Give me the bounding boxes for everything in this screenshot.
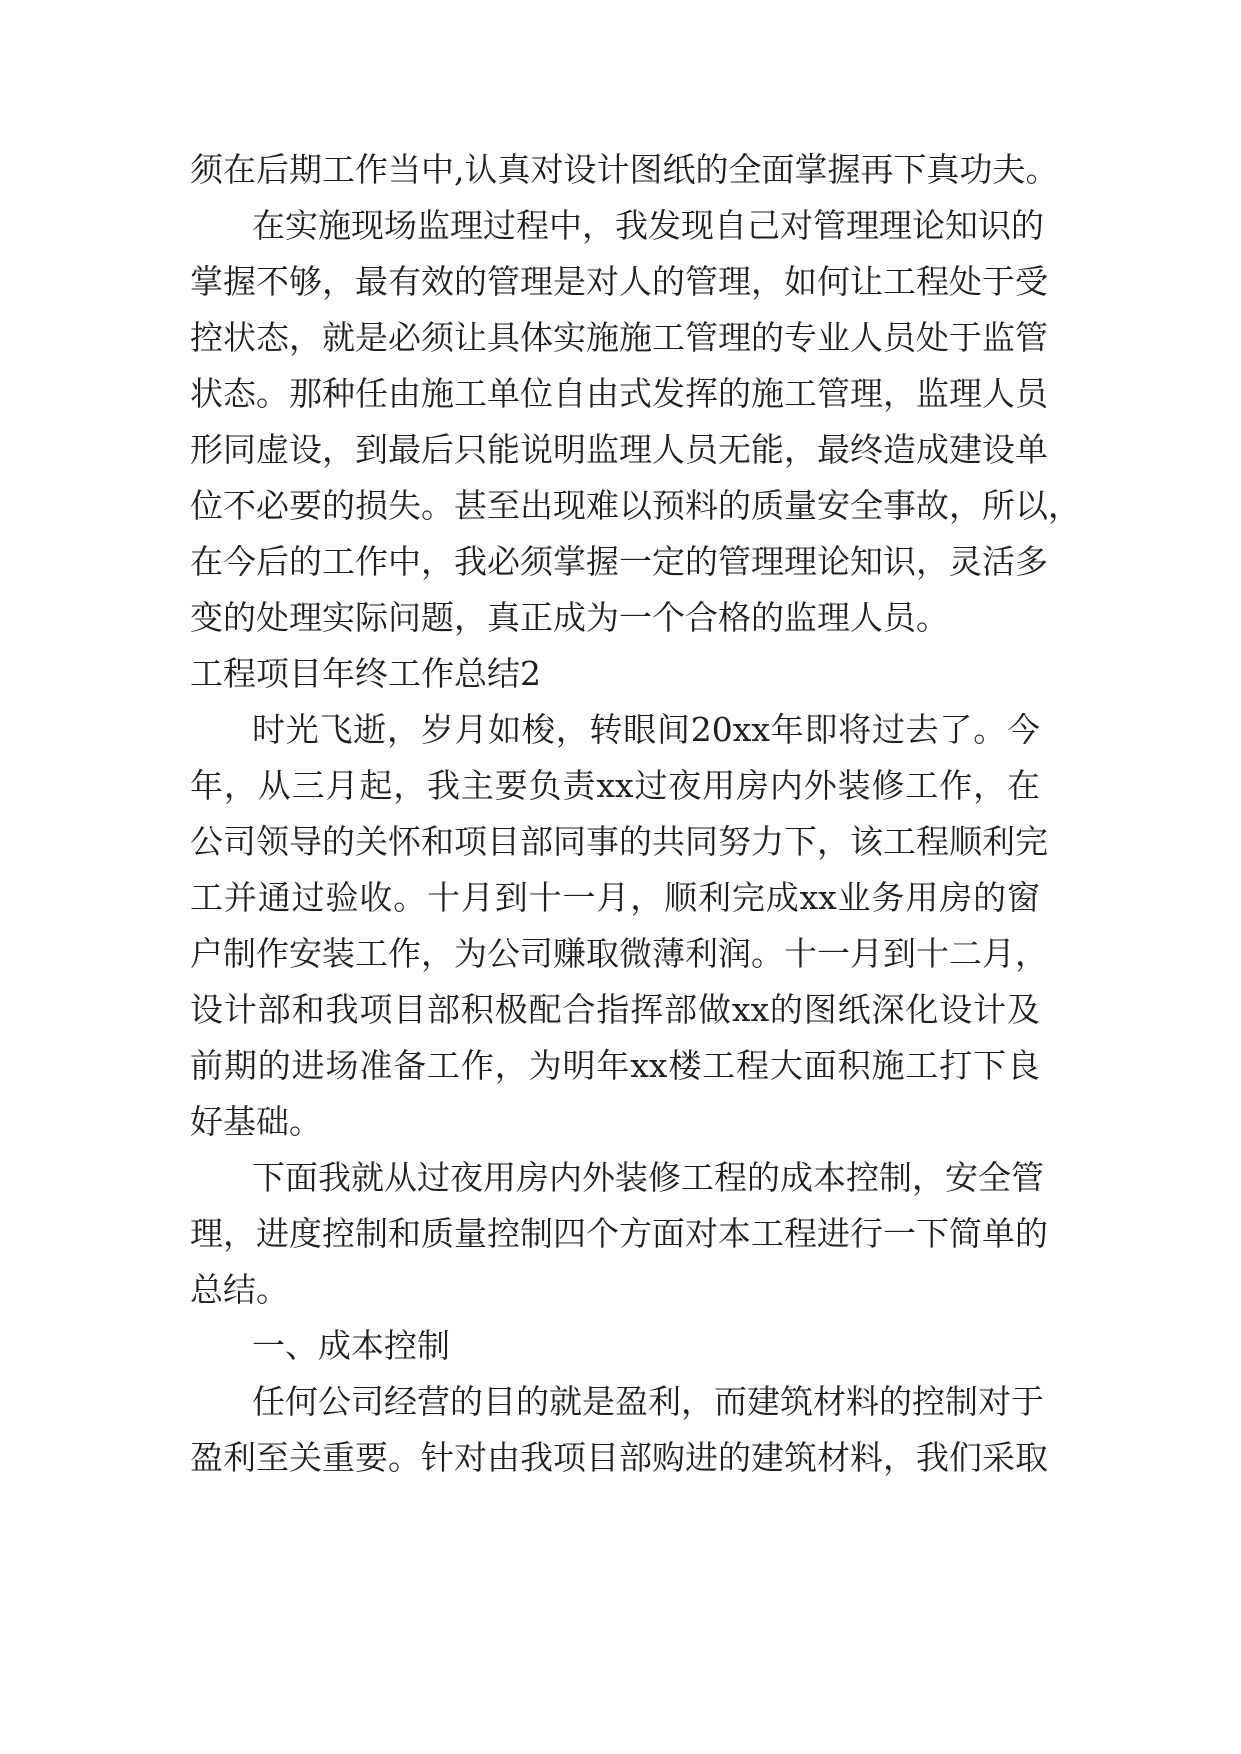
text-line: 位不必要的损失。甚至出现难以预料的质量安全事故，所以， bbox=[190, 486, 1081, 525]
text-line: 设计部和我项目部积极配合指挥部做xx的图纸深化设计及 bbox=[190, 990, 1040, 1029]
text-line: 理，进度控制和质量控制四个方面对本工程进行一下简单的 bbox=[190, 1214, 1048, 1253]
text-line: 好基础。 bbox=[190, 1102, 322, 1141]
text-line: 户制作安装工作，为公司赚取微薄利润。十一月到十二月， bbox=[190, 934, 1048, 973]
text-line: 掌握不够，最有效的管理是对人的管理，如何让工程处于受 bbox=[190, 262, 1048, 301]
text-line: 年，从三月起，我主要负责xx过夜用房内外装修工作，在 bbox=[190, 766, 1040, 805]
text-line: 控状态，就是必须让具体实施施工管理的专业人员处于监管 bbox=[190, 318, 1048, 357]
text-line: 公司领导的关怀和项目部同事的共同努力下，该工程顺利完 bbox=[190, 822, 1048, 861]
paragraph-first-line: 任何公司经营的目的就是盈利，而建筑材料的控制对于 bbox=[252, 1382, 1044, 1421]
text-line: 前期的进场准备工作，为明年xx楼工程大面积施工打下良 bbox=[190, 1046, 1040, 1085]
text-line: 须在后期工作当中,认真对设计图纸的全面掌握再下真功夫。 bbox=[190, 150, 1059, 189]
text-line: 状态。那种任由施工单位自由式发挥的施工管理，监理人员 bbox=[190, 374, 1048, 413]
text-line: 变的处理实际问题，真正成为一个合格的监理人员。 bbox=[190, 598, 949, 637]
text-line: 在今后的工作中，我必须掌握一定的管理理论知识，灵活多 bbox=[190, 542, 1048, 581]
text-line: 形同虚设，到最后只能说明监理人员无能，最终造成建设单 bbox=[190, 430, 1048, 469]
text-line: 总结。 bbox=[190, 1270, 289, 1309]
section-heading: 工程项目年终工作总结2 bbox=[190, 654, 541, 693]
paragraph-first-line: 在实施现场监理过程中，我发现自己对管理理论知识的 bbox=[252, 206, 1044, 245]
paragraph-first-line: 时光飞逝，岁月如梭，转眼间20xx年即将过去了。今 bbox=[252, 710, 1040, 749]
subsection-heading: 一、成本控制 bbox=[252, 1326, 450, 1365]
text-line: 工并通过验收。十月到十一月，顺利完成xx业务用房的窗 bbox=[190, 878, 1040, 917]
paragraph-first-line: 下面我就从过夜用房内外装修工程的成本控制，安全管 bbox=[252, 1158, 1044, 1197]
text-line: 盈利至关重要。针对由我项目部购进的建筑材料，我们采取 bbox=[190, 1438, 1048, 1477]
